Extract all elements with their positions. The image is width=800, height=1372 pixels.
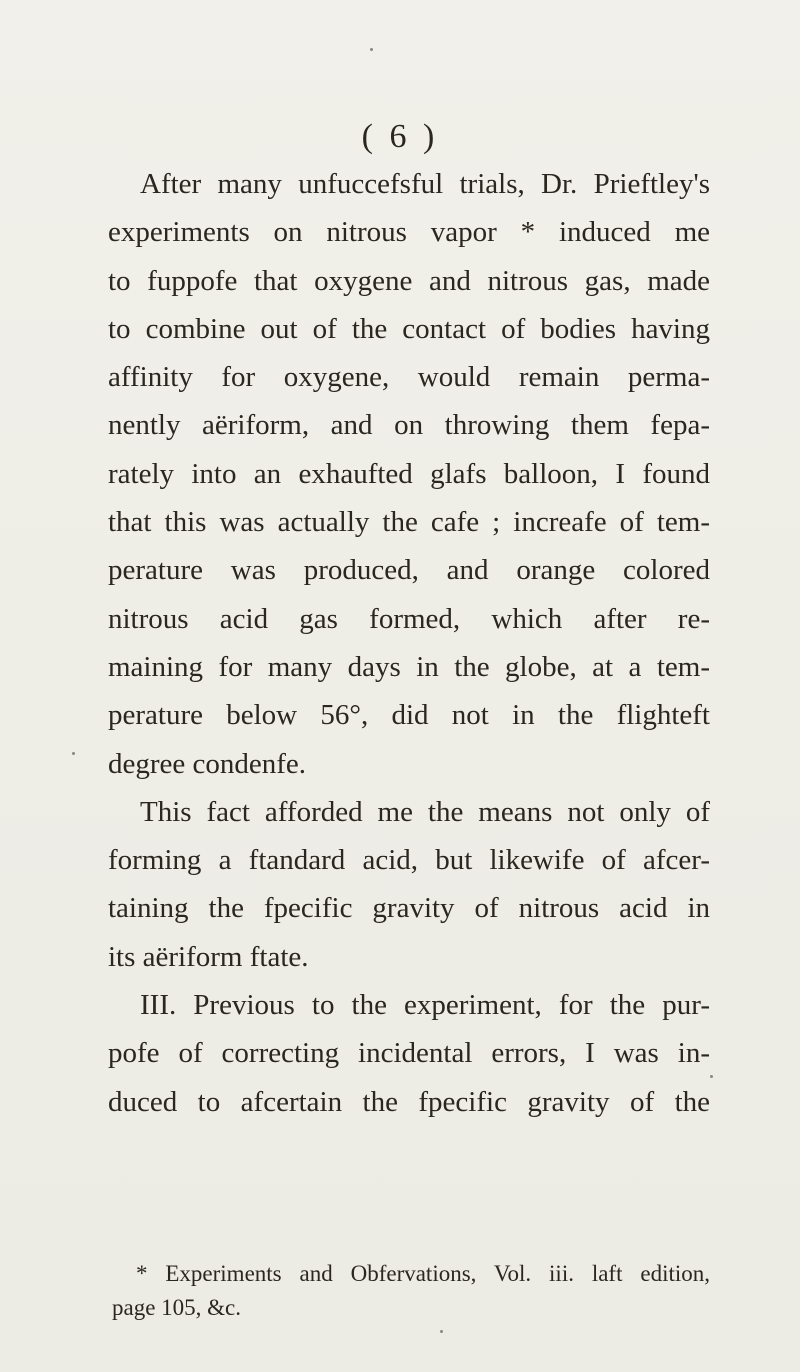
text-line: rately into an exhaufted glafs balloon, I found [108, 457, 710, 490]
text-line: maining for many days in the globe, at a tem- [108, 650, 710, 683]
text-line: nently aëriform, and on throwing them fepa- [108, 409, 710, 442]
text-line: After many unfuccefsful trials, Dr. Prieftley's [140, 168, 710, 200]
text-line: its aëriform ftate. [108, 940, 309, 973]
text-line: perature was produced, and orange colored [108, 554, 710, 587]
paper-speck [72, 752, 75, 755]
page-number: ( 6 ) [361, 118, 439, 155]
footnote-line: page 105, &c. [112, 1295, 242, 1320]
text-line: nitrous acid gas formed, which after re- [108, 602, 710, 635]
text-line: experiments on nitrous vapor * induced me [108, 216, 710, 249]
text-line: This fact afforded me the means not only of [140, 795, 710, 828]
text-line: III. Previous to the experiment, for the pur- [140, 989, 710, 1022]
body-text [108, 160, 710, 1126]
text-line: to combine out of the contact of bodies having [108, 312, 710, 345]
text-line: duced to afcertain the fpecific gravity of the [108, 1085, 710, 1118]
footnote-line: * Experiments and Obfervations, Vol. iii. laft edition, [136, 1261, 710, 1286]
text-line: taining the fpecific gravity of nitrous acid in [108, 892, 710, 925]
paper-speck [370, 48, 373, 51]
footnote [112, 1257, 710, 1325]
text-line: that this was actually the cafe ; increafe of tem- [108, 506, 710, 539]
text-line: forming a ftandard acid, but likewife of afcer- [108, 844, 710, 877]
text-line: perature below 56°, did not in the flighteft [108, 699, 710, 732]
text-line: affinity for oxygene, would remain perma- [108, 361, 710, 394]
text-line: pofe of correcting incidental errors, I was in- [108, 1037, 710, 1070]
paper-speck [710, 1075, 713, 1078]
text-line: degree condenfe. [108, 747, 307, 780]
paper-speck [440, 1330, 443, 1333]
text-line: to fuppofe that oxygene and nitrous gas, made [108, 264, 710, 297]
